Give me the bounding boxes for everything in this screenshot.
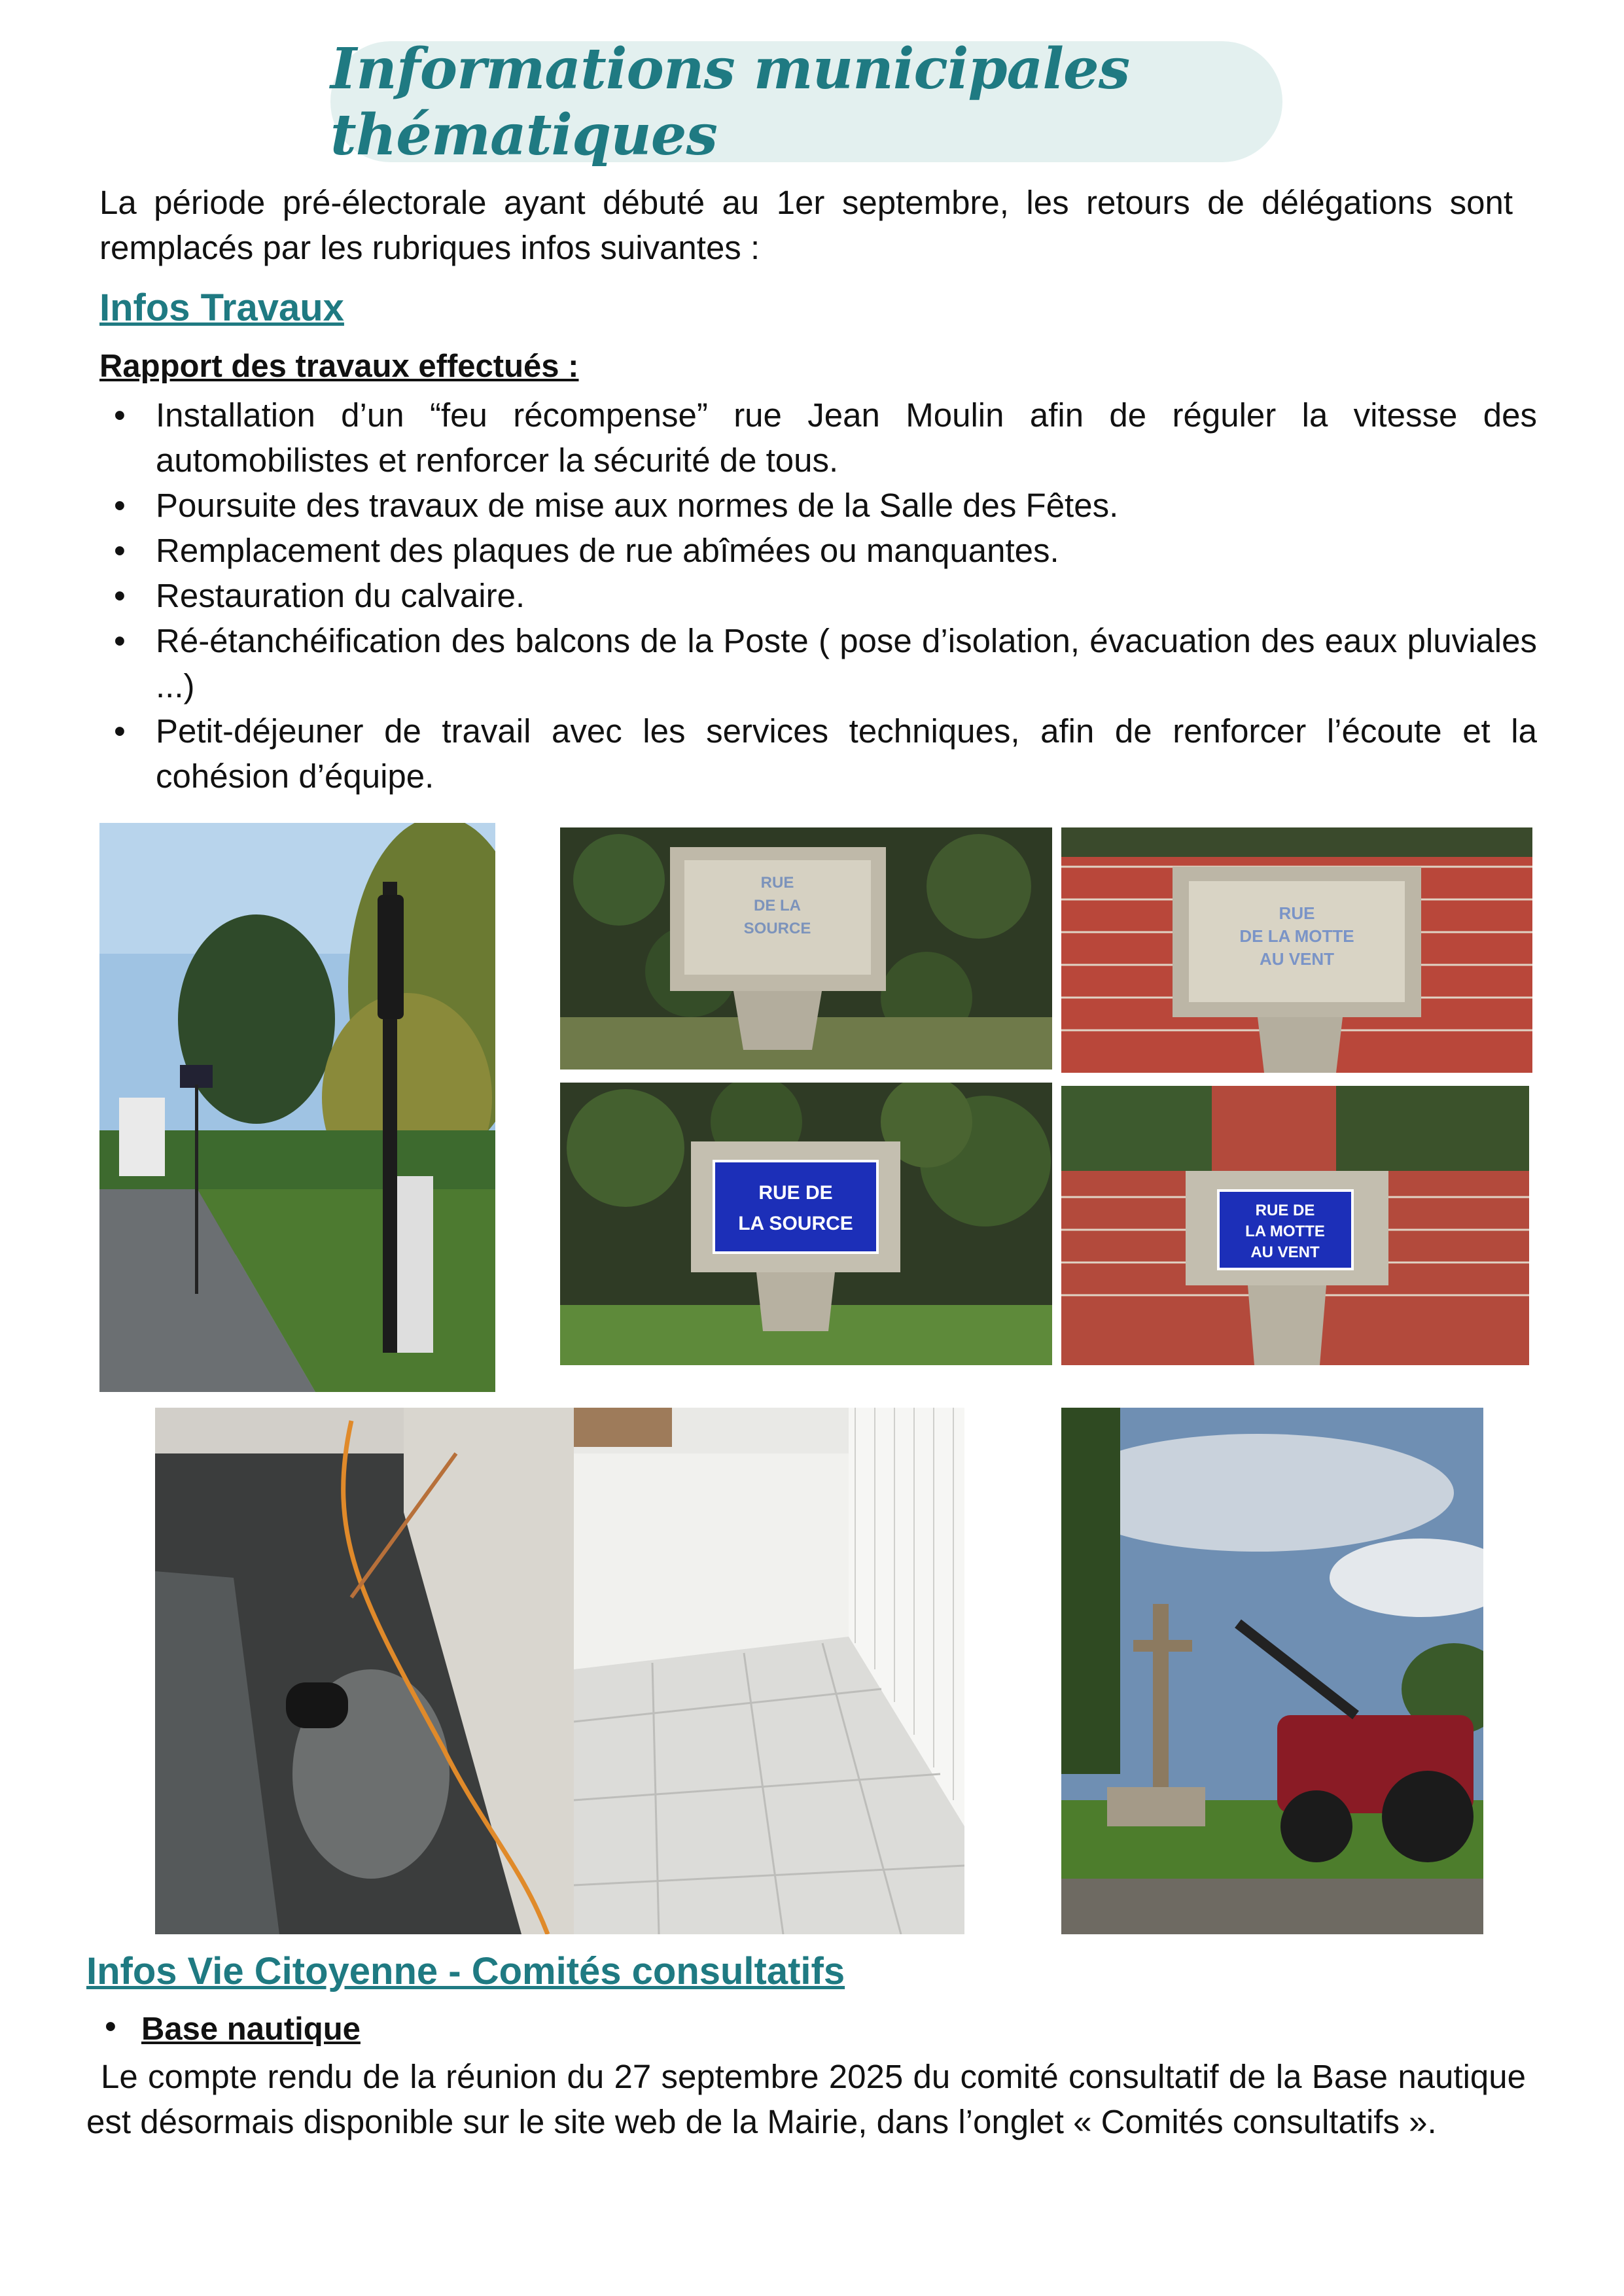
citoyenne-paragraph: Le compte rendu de la réunion du 27 septembre 2025 du comité consultatif de la Base nautique est désormais disponible sur le site web de la Mairie, dans l’onglet « Comités consultatifs ». bbox=[86, 2058, 1526, 2140]
photo-calvary-restoration bbox=[1061, 1408, 1483, 1934]
intro-paragraph: La période pré-électorale ayant débuté au 1er septembre, les retours de délégations sont remplacés par les rubriques infos suivantes : bbox=[99, 184, 1513, 266]
sign-text: SOURCE bbox=[743, 920, 811, 937]
page-title: Informations municipales thématiques bbox=[330, 35, 1130, 168]
list-item: • Ré-étanchéification des balcons de la Poste ( pose d’isolation, évacuation des eaux pluviales ...) bbox=[99, 618, 1537, 708]
citoyenne-heading: Infos Vie Citoyenne - Comités consultatifs bbox=[86, 1950, 845, 1992]
sign-text: RUE bbox=[760, 874, 794, 892]
bullet-icon: • bbox=[105, 2008, 116, 2045]
list-item: • Poursuite des travaux de mise aux normes de la Salle des Fêtes. bbox=[99, 483, 1537, 528]
list-item: • Installation d’un “feu récompense” rue Jean Moulin afin de réguler la vitesse des automobilistes et renforcer la sécurité de tous. bbox=[99, 392, 1537, 483]
sign-text: DE LA bbox=[754, 897, 801, 914]
sign-text: LA SOURCE bbox=[738, 1213, 853, 1234]
sign-text: RUE bbox=[1279, 903, 1315, 923]
sign-text: AU VENT bbox=[1250, 1244, 1320, 1261]
sign-text: RUE DE bbox=[758, 1182, 833, 1204]
photo-old-sign-motte bbox=[1061, 827, 1532, 1073]
travaux-subheading: Rapport des travaux effectués : bbox=[99, 349, 579, 384]
sign-text: LA MOTTE bbox=[1245, 1223, 1325, 1240]
sign-text: DE LA MOTTE bbox=[1239, 926, 1354, 946]
travaux-list bbox=[99, 392, 1537, 799]
photo-new-sign-source bbox=[560, 1083, 1052, 1365]
photo-old-sign-source bbox=[560, 827, 1052, 1070]
photo-traffic-light bbox=[99, 823, 495, 1392]
sign-text: RUE DE bbox=[1255, 1202, 1315, 1219]
list-item: • Restauration du calvaire. bbox=[99, 573, 1537, 618]
travaux-heading: Infos Travaux bbox=[99, 287, 344, 329]
photo-tiled-balcony bbox=[574, 1408, 964, 1934]
photo-roof-waterproofing bbox=[155, 1408, 574, 1934]
sign-text: AU VENT bbox=[1259, 949, 1335, 969]
citoyenne-subheading: Base nautique bbox=[141, 2011, 361, 2047]
photo-new-sign-motte bbox=[1061, 1086, 1529, 1365]
title-banner bbox=[330, 35, 1282, 168]
list-item: • Petit-déjeuner de travail avec les services techniques, afin de renforcer l’écoute et la cohésion d’équipe. bbox=[99, 708, 1537, 799]
list-item: • Remplacement des plaques de rue abîmées ou manquantes. bbox=[99, 528, 1537, 573]
